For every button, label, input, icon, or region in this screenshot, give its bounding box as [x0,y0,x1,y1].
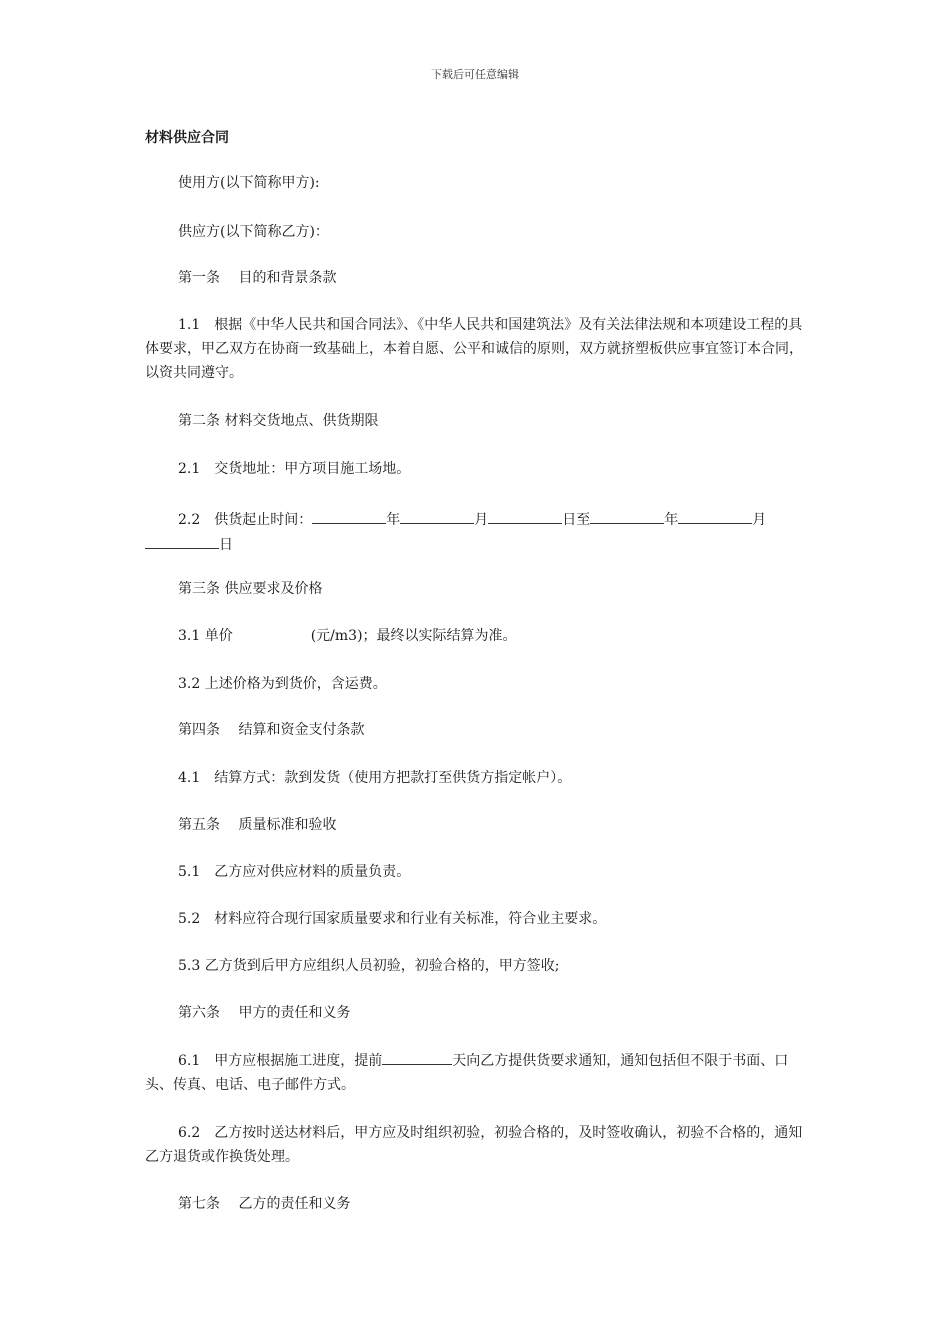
clause-6-1-start: 6.1 甲方应根据施工进度，提前 [178,1053,383,1069]
month-blank-2 [678,507,752,524]
article-2-heading: 第二条 材料交货地点、供货期限 [178,413,379,429]
article-3-heading: 第三条 供应要求及价格 [178,581,323,597]
article-4-heading: 第四条 结算和资金支付条款 [178,722,365,738]
clause-2-2 [145,507,810,557]
year-label-2: 年 [664,512,679,528]
day-blank-2 [145,532,219,549]
article-6-heading: 第六条 甲方的责任和义务 [178,1005,351,1021]
party-b-line: 供应方(以下简称乙方)： [178,224,329,240]
day-label-2: 日 [219,537,233,553]
clause-3-2: 3.2 上述价格为到货价，含运费。 [178,676,387,692]
clause-5-3: 5.3 乙方货到后甲方应组织人员初验，初验合格的，甲方签收; [178,958,560,974]
year-blank-1 [312,507,386,524]
clause-1-1: 1.1 根据《中华人民共和国合同法》、《中华人民共和国建筑法》及有关法律法规和本项建设工程的具体要求，甲乙双方在协商一致基础上，本着自愿、公平和诚信的原则，双方就挤塑板供应事宜签订本合同，以资共同遵守。 [145,317,803,381]
article-5-heading: 第五条 质量标准和验收 [178,817,337,833]
month-blank-1 [400,507,474,524]
month-label-2: 月 [752,512,767,528]
clause-4-1: 4.1 结算方式：款到发货（使用方把款打至供货方指定帐户）。 [178,770,572,786]
clause-3-1 [145,624,810,648]
year-label-1: 年 [386,512,401,528]
clause-2-1: 2.1 交货地址：甲方项目施工场地。 [178,461,411,477]
document-title: 材料供应合同 [145,130,229,146]
month-label-1: 月 [474,512,489,528]
unit-price-unit: (元/m3)；最终以实际结算为准。 [310,628,517,644]
clause-2-2-label: 2.2 供货起止时间： [178,512,313,528]
day-blank-1 [488,507,562,524]
clause-6-2: 6.2 乙方按时送达材料后，甲方应及时组织初验，初验合格的，及时签收确认，初验不合格的，通知乙方退货或作换货处理。 [145,1125,803,1165]
party-a-line: 使用方(以下简称甲方): [178,175,320,191]
page-header: 下载后可任意编辑 [431,68,519,81]
unit-price-label: 3.1 单价 [178,628,233,644]
clause-5-1: 5.1 乙方应对供应材料的质量负责。 [178,864,411,880]
year-blank-2 [590,507,664,524]
clause-5-2: 5.2 材料应符合现行国家质量要求和行业有关标准，符合业主要求。 [178,911,607,927]
article-7-heading: 第七条 乙方的责任和义务 [178,1196,351,1212]
clause-6-1-end: 天向乙方提供货要求通知，通知包括但不限于书面、口头、传真、电话、电子邮件方式。 [145,1053,789,1093]
article-1-heading: 第一条 目的和背景条款 [178,270,337,286]
clause-6-1 [145,1048,810,1097]
advance-days-blank [382,1048,452,1065]
day-label-1: 日至 [562,512,591,528]
